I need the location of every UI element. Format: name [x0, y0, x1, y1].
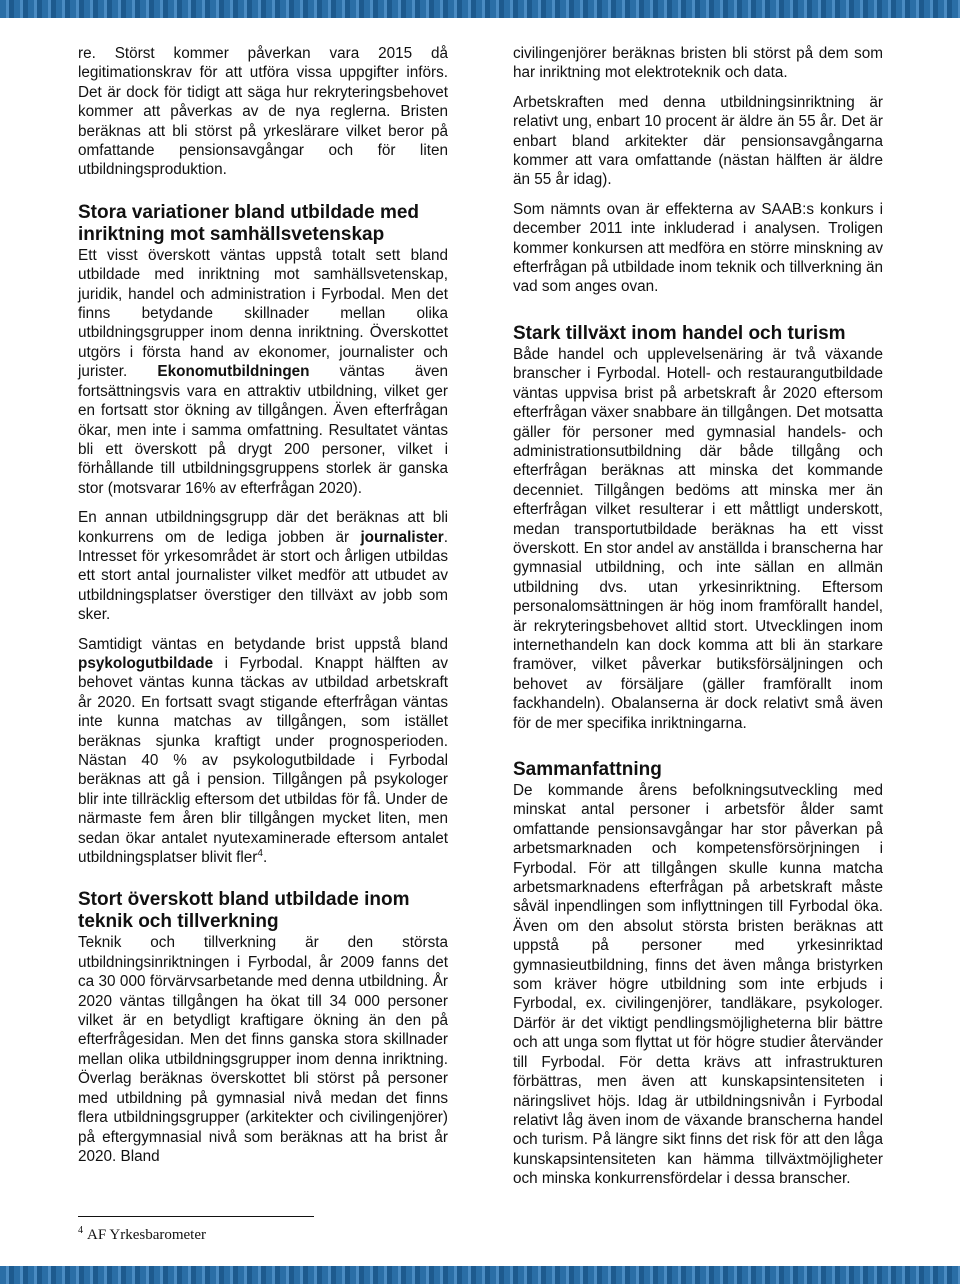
journalist-paragraph: En annan utbildningsgrupp där det beräknas att bli konkurrens om de lediga jobben är journalister. Intresset för yrkesområdet är stort och årligen utbildas ett stort antal journalister vilket medför att utbudet av utbildningsplatser överstiger den tillväxt av jobb som sker. [78, 509, 448, 624]
header-band [0, 0, 960, 18]
technology-paragraph: Teknik och tillverkning är den största utbildningsinriktningen i Fyrbodal, år 2009 fanns det ca 30 000 förvärvsarbetande med denna utbildning. År 2020 väntas tillgången ha ökat till 34 000 personer vilket är en betydligt kraftigare ökning än den på efterfrågesidan. Men det finns ganska stora skillnader mellan olika utbildningsgrupper inom denna inriktning. Överlag beräknas överskottet bli störst på personer med utbildning på gymnasial nivå medan det finns flera utbildningsgrupper (arkitekter och civilingenjörer) på eftergymnasial nivå som beräknas att ha brist år 2020. Bland [78, 934, 448, 1165]
footer-band [0, 1266, 960, 1284]
footnote-ref[interactable]: 4 [257, 847, 263, 859]
workforce-age-paragraph: Arbetskraften med denna utbildningsinriktning är relativt ung, enbart 10 procent är äldre än 55 år. Det är enbart bland arkitekter där pensionsavgångarna kommer att vara omfattande (nästan hälften är äldre än 55 år idag). [513, 93, 883, 189]
right-column [513, 44, 883, 1189]
heading-summary: Sammanfattning [513, 759, 662, 780]
trade-paragraph: Både handel och upplevelsenäring är två växande branscher i Fyrbodal. Hotell- och restaurangutbildade väntas uppvisa brist på arbetskraft år 2020 eftersom efterfrågan växer snabbare än tillgången. Det motsatta gäller för personer med gymnasial handels- och administrationsutbildning där både tillgång och efterfrågan beräknas att minska det kommande decenniet. Tillgången bedöms att minska mer än efterfrågan vilket resulterar i ett måttligt underskott, medan transportutbildade beräknas ha ett visst överskott. En stor andel av anställda i branscherna har gymnasial utbildning, och inte sällan en allmän utbildning dvs. utan yrkesinriktning. Eftersom personalomsättningen är hög inom framförallt handel, är rekryteringsbehovet alltid stort. Utvecklingen inom internethandeln kan dock komma att bli än starkare framöver, vilket påverkar butiksförsäljningen och behovet av försäljare (gäller framförallt inom fackhandeln). Obalanserna är dock relativt små även för de mer specifika inriktningarna. [513, 345, 883, 732]
footnote-number: 4 [78, 1225, 83, 1236]
left-column [78, 44, 448, 1166]
footnote-divider [78, 1216, 314, 1217]
footnote [78, 1226, 206, 1244]
social-paragraph: Ett visst överskott väntas uppstå totalt sett bland utbildade med inriktning mot samhällsvetenskap, juridik, handel och administration i Fyrbodal. Men det finns betydande skillnader mellan olika utbildningsgrupper inom denna inriktning. Överskottet utgörs i första hand av ekonomer, journalister och jurister. Ekonomutbildningen väntas även fortsättningsvis vara en attraktiv utbildning, vilket ger en fortsatt stor ökning av tillgången. Även efterfrågan ökar, men inte i samma omfattning. Resultatet väntas bli ett överskott på drygt 200 personer, vilket i förhållande till utbildningsgruppens storlek är ganska stor (motsvarar 16% av efterfrågan 2020). [78, 246, 448, 497]
saab-paragraph: Som nämnts ovan är effekterna av SAAB:s konkurs i december 2011 inte inkluderad i analysen. Troligen kommer konkursen att medföra en större minskning av efterfrågan på utbildade inom teknik och tillverkning än vad som anges ovan. [513, 200, 883, 296]
psychologist-paragraph: Samtidigt väntas en betydande brist uppstå bland psykologutbildade i Fyrbodal. Knappt hälften av behovet väntas kunna täckas av utbildad arbetskraft år 2020. En fortsatt svagt stigande efterfrågan väntas inte kunna matchas av tillgången, som istället beräknas sjunka kraftigt under prognosperioden. Nästan 40 % av psykologutbildade i Fyrbodal beräknas att gå i pension. Tillgången på psykologer blir inte tillräcklig eftersom det utbildas för få. Under de närmaste fem åren blir tillgången mycket liten, men sedan ökar antalet nyutexaminerade eftersom antalet utbildningsplatser blivit fler$^4$. [78, 635, 449, 867]
heading-trade-tourism: Stark tillväxt inom handel och turism [513, 322, 846, 344]
intro-paragraph: re. Störst kommer påverkan vara 2015 då legitimationskrav för att utföra vissa uppgifter införs. Det är dock för tidigt att säga hur rekryteringsbehovet kommer att påverkas av de nya reglerna. Bristen beräknas att bli störst på yrkeslärare vilket beror på omfattande pensionsavgångar och för liten utbildningsproduktion. [78, 45, 448, 179]
heading-technology: Stort överskott bland utbildade inom teknik och tillverkning [78, 889, 410, 933]
summary-paragraph: De kommande årens befolkningsutveckling med minskat antal personer i arbetsför ålder samt omfattande pensionsavgångar har stor påverkan på arbetsmarknaden och kompetensförsörjningen i Fyrbodal. För att tillgången skulle kunna matcha arbetsmarknadens efterfrågan på arbetskraft måste såväl inpendlingen som inflyttningen till Fyrbodal öka. Även om den absolut största bristen beräknas att uppstå på personer med yrkesinriktad gymnasieutbildning, finns det även många bristyrken som kräver högre utbildning som inte erbjuds i Fyrbodal, ex. civilingenjörer, tandläkare, psykologer. Därför är det viktigt pendlingsmöjligheterna blir bättre och att unga som flyttat ut för högre studier återvänder till Fyrbodal. För detta krävs att infrastrukturen förbättras, men även att kunskapsintensiteten i näringslivet höjs. Idag är utbildningsnivån i Fyrbodal relativt låg även inom de växande branscherna handel och turism. På längre sikt finns det risk för att den låga kunskapsintensiteten kan hämma tillväxtmöjligheter och minska konkurrensfördelar i dessa branscher. [513, 782, 883, 1188]
heading-social-science: Stora variationer bland utbildade med inriktning mot samhällsvetenskap [78, 201, 420, 245]
footnote-text: AF Yrkesbarometer [87, 1227, 206, 1243]
engineers-paragraph: civilingenjörer beräknas bristen bli störst på dem som har inriktning mot elektroteknik och data. [513, 45, 883, 82]
